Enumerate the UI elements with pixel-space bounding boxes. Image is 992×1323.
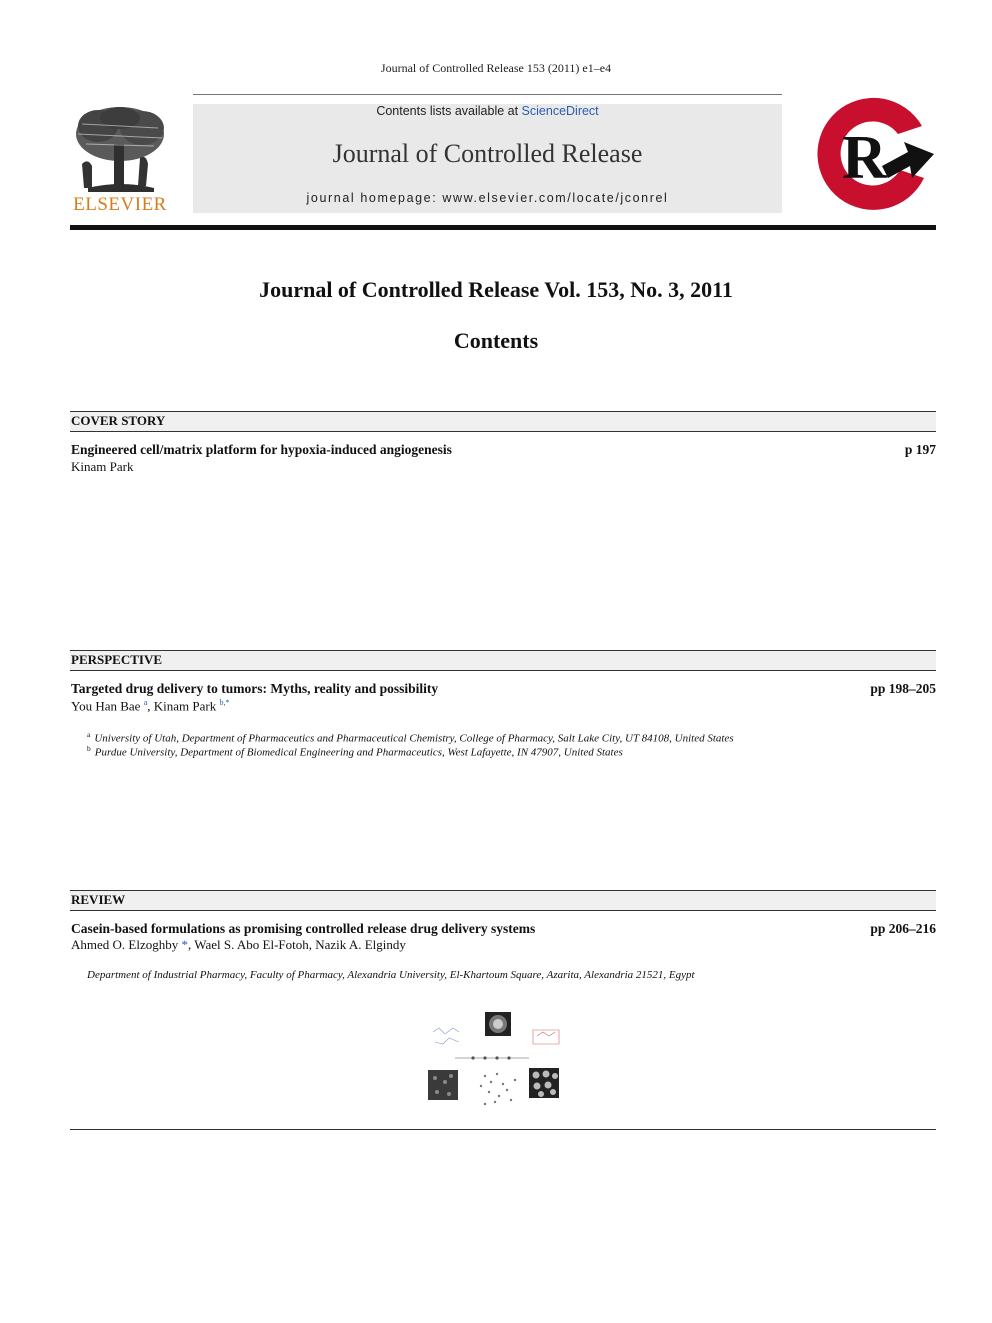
article-authors bbox=[71, 698, 230, 714]
journal-homepage[interactable]: journal homepage: www.elsevier.com/locate/jconrel bbox=[306, 191, 669, 205]
section-label-cover-story: COVER STORY bbox=[71, 413, 166, 428]
section-bottom-rule bbox=[70, 670, 936, 671]
author-name: You Han Bae bbox=[71, 698, 144, 714]
author-names: , Wael S. Abo El-Fotoh, Nazik A. Elgindy bbox=[187, 937, 406, 952]
section-bottom-rule bbox=[70, 431, 936, 432]
jcr-logo bbox=[800, 92, 940, 217]
section-label-perspective: PERSPECTIVE bbox=[71, 652, 163, 667]
sciencedirect-link[interactable]: ScienceDirect bbox=[521, 104, 599, 118]
section-bottom-rule bbox=[70, 910, 936, 911]
affiliation-mark[interactable]: a bbox=[143, 698, 148, 707]
author-name: Ahmed O. Elzoghby bbox=[71, 937, 182, 952]
section-label-review: REVIEW bbox=[71, 892, 126, 907]
elsevier-wordmark: ELSEVIER bbox=[73, 194, 167, 215]
author-name: , Kinam Park bbox=[147, 698, 220, 714]
corresponding-author-mark[interactable]: * bbox=[181, 937, 188, 952]
affiliation-label: b bbox=[87, 744, 91, 753]
journal-name: Journal of Controlled Release bbox=[332, 139, 643, 168]
contents-available-prefix: Contents lists available at bbox=[376, 104, 522, 118]
graphical-abstract bbox=[425, 1010, 561, 1120]
article-title[interactable]: Casein-based formulations as promising controlled release drug delivery systems bbox=[71, 921, 536, 936]
affiliation-text: Purdue University, Department of Biomedical Engineering and Pharmaceutics, West Lafayette, IN 47907, United States bbox=[94, 746, 623, 759]
article-title[interactable]: Engineered cell/matrix platform for hypoxia-induced angiogenesis bbox=[71, 442, 452, 457]
article-authors: Kinam Park bbox=[71, 459, 134, 474]
affiliation-line: Department of Industrial Pharmacy, Faculty of Pharmacy, Alexandria University, El-Khartoum Square, Azarita, Alexandria 21521, Egypt bbox=[87, 969, 695, 981]
jcr-logo-text: CR bbox=[800, 92, 802, 93]
article-authors bbox=[71, 937, 406, 953]
svg-text:R: R bbox=[842, 124, 887, 192]
section-header-band bbox=[70, 651, 936, 670]
affiliation-line bbox=[87, 730, 734, 745]
affiliation-text: University of Utah, Department of Pharmaceutics and Pharmaceutical Chemistry, College of Pharmacy, Salt Lake City, UT 84108, United States bbox=[94, 732, 734, 745]
contents-heading: Contents bbox=[453, 328, 539, 353]
affiliation-mark[interactable]: b,* bbox=[219, 698, 230, 707]
banner-top-rule bbox=[193, 94, 782, 95]
affiliation-line bbox=[87, 744, 623, 759]
contents-available-line bbox=[193, 104, 782, 118]
header-rule bbox=[70, 225, 936, 230]
affiliation-label: a bbox=[87, 730, 91, 739]
section-header-band bbox=[70, 412, 936, 431]
running-head: Journal of Controlled Release 153 (2011) e1–e4 bbox=[380, 61, 612, 75]
article-pages: pp 206–216 bbox=[870, 921, 936, 936]
bottom-rule bbox=[70, 1129, 936, 1130]
section-header-band bbox=[70, 891, 936, 910]
article-pages: pp 198–205 bbox=[870, 681, 936, 696]
article-pages: p 197 bbox=[904, 442, 936, 457]
article-title[interactable]: Targeted drug delivery to tumors: Myths, reality and possibility bbox=[71, 681, 439, 696]
issue-title: Journal of Controlled Release Vol. 153, No. 3, 2011 bbox=[259, 277, 733, 302]
